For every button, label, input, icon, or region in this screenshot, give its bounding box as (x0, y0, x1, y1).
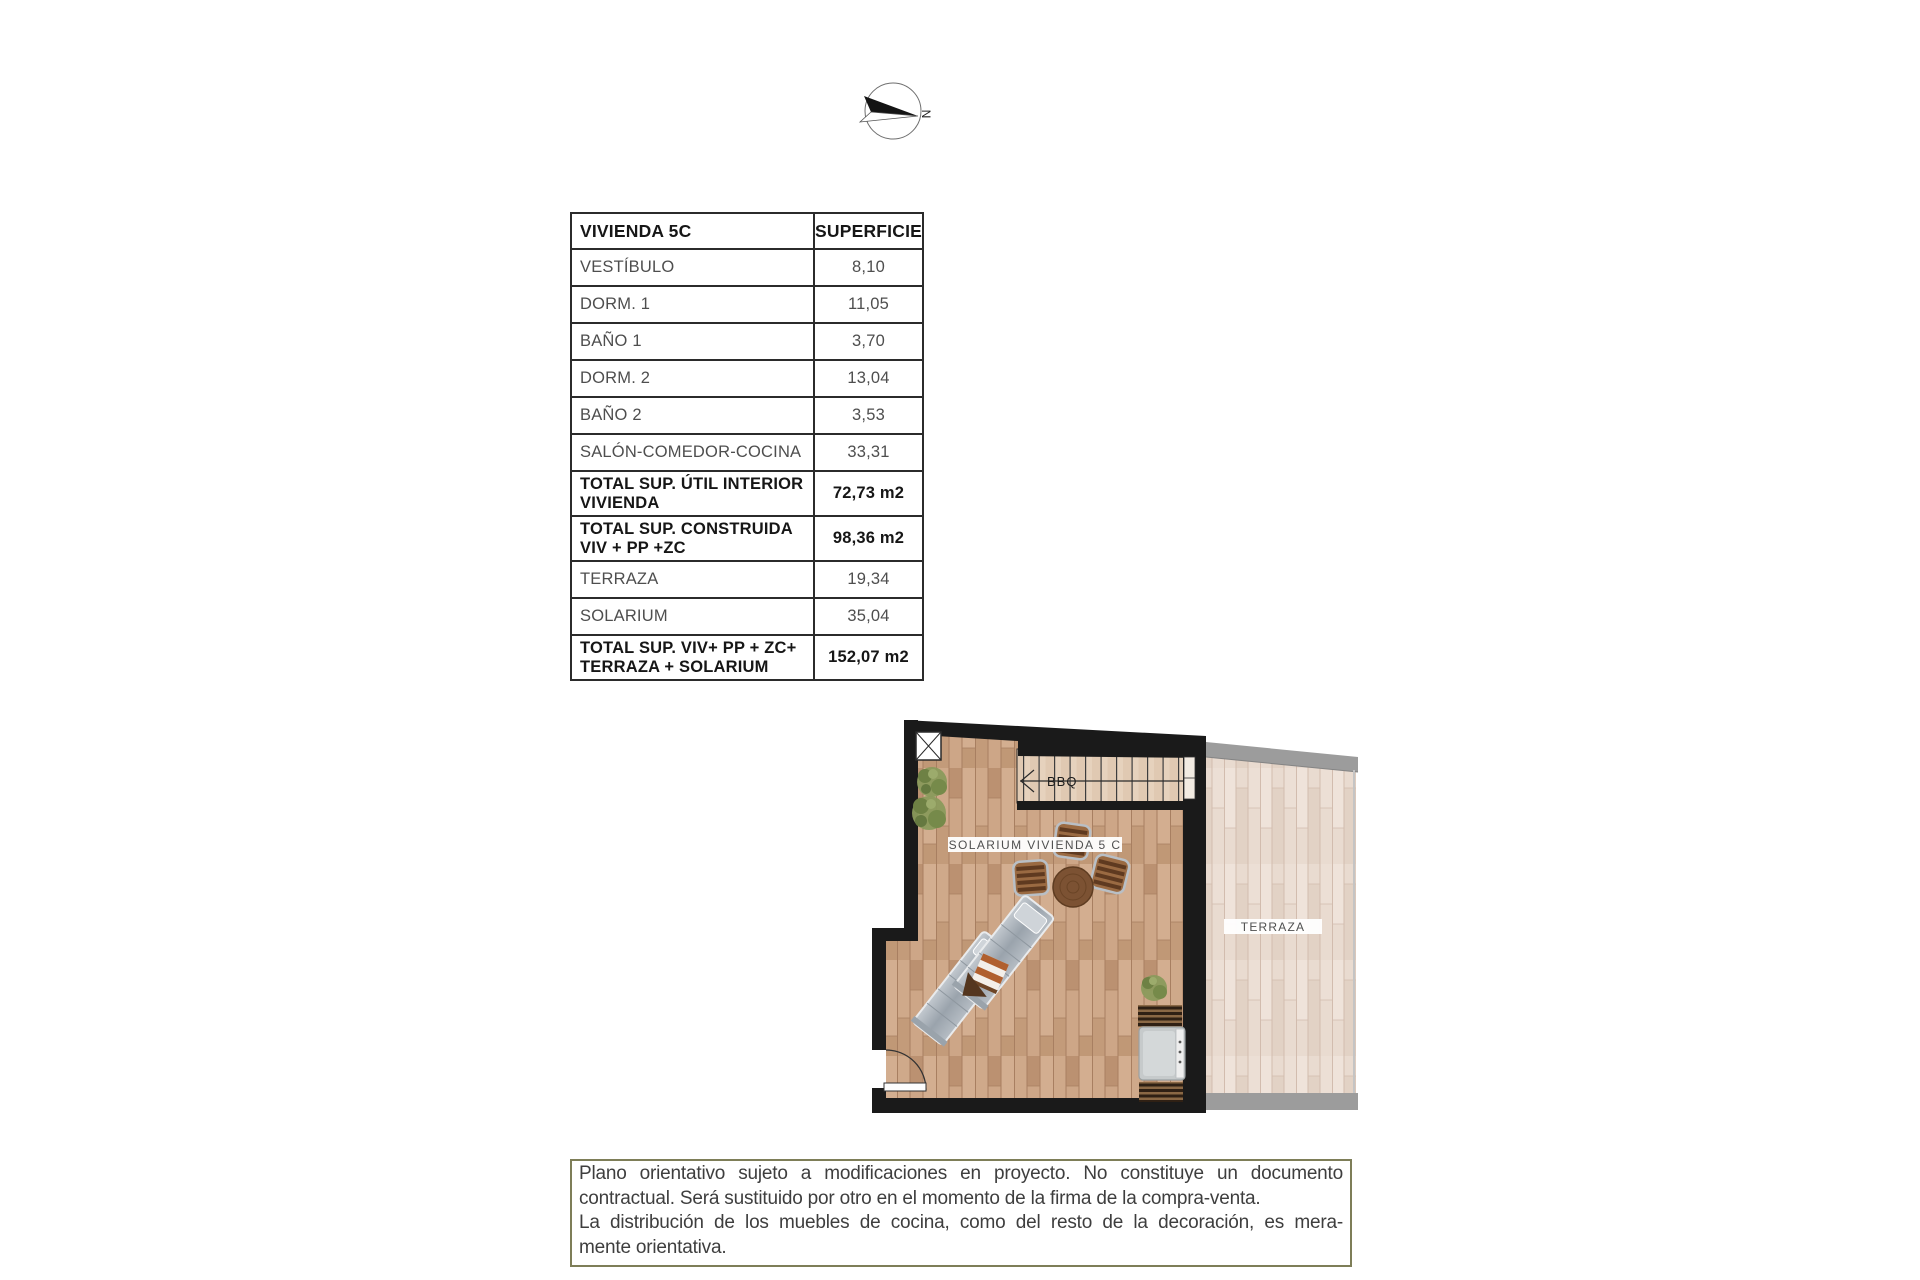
compass (850, 68, 940, 158)
area-value-cell: 11,05 (814, 286, 923, 323)
disclaimer-line: contractual. Será sustituido por otro en el momento de la firma de la compra-venta. (579, 1187, 1261, 1209)
wall-left-lower (872, 928, 886, 1050)
room-label-cell: BAÑO 1 (571, 323, 814, 360)
area-table (570, 212, 924, 681)
room-label-cell: SALÓN-COMEDOR-COCINA (571, 434, 814, 471)
mat (1139, 1082, 1183, 1102)
area-value-cell: 152,07 m2 (814, 635, 923, 680)
table-header-value: SUPERFICIE (814, 213, 923, 249)
chair (1013, 860, 1049, 896)
bbq-unit (1138, 1005, 1185, 1102)
terraza-label-text: TERRAZA (1240, 920, 1306, 934)
table-header-row (571, 213, 923, 249)
area-value-cell: 19,34 (814, 561, 923, 598)
terraza-label (1224, 919, 1322, 934)
door-leaf (884, 1083, 926, 1091)
terraza-edge-bottom (1206, 1093, 1358, 1110)
area-value-cell: 3,53 (814, 397, 923, 434)
table-row (571, 286, 923, 323)
chair (1089, 853, 1130, 894)
area-table-body (571, 249, 923, 680)
area-value-cell: 98,36 m2 (814, 516, 923, 561)
plant (917, 767, 947, 797)
area-value-cell: 33,31 (814, 434, 923, 471)
plant (1141, 975, 1167, 1001)
table-row (571, 397, 923, 434)
disclaimer-box (570, 1159, 1352, 1267)
bbq-label: BBQ (1047, 774, 1078, 789)
table-row (571, 323, 923, 360)
solarium-label-text: SOLARIUM VIVIENDA 5 C (948, 838, 1122, 852)
room-label-cell: TOTAL SUP. VIV+ PP + ZC+ TERRAZA + SOLARIUM (571, 635, 814, 680)
round-table (1053, 867, 1093, 907)
mat (1138, 1005, 1182, 1027)
area-value-cell: 13,04 (814, 360, 923, 397)
disclaimer-line: La distribución de los muebles de cocina, como del resto de la decoración, es mera- (579, 1212, 1343, 1233)
room-label-cell: VESTÍBULO (571, 249, 814, 286)
table-row (571, 360, 923, 397)
table-row (571, 635, 923, 680)
room-label-cell: DORM. 1 (571, 286, 814, 323)
room-label-cell: TOTAL SUP. CONSTRUIDA VIV + PP +ZC (571, 516, 814, 561)
area-value-cell: 8,10 (814, 249, 923, 286)
table-header-name: VIVIENDA 5C (571, 213, 814, 249)
table-row (571, 598, 923, 635)
floor-plan (855, 712, 1365, 1120)
area-value-cell: 35,04 (814, 598, 923, 635)
room-label-cell: DORM. 2 (571, 360, 814, 397)
table-row (571, 434, 923, 471)
disclaimer-text (579, 1162, 1343, 1260)
table-row (571, 249, 923, 286)
table-row (571, 516, 923, 561)
table-row (571, 471, 923, 516)
room-label-cell: SOLARIUM (571, 598, 814, 635)
area-value-cell: 72,73 m2 (814, 471, 923, 516)
table-row (571, 561, 923, 598)
stairs (1017, 749, 1189, 810)
plant (912, 796, 946, 830)
disclaimer-line: mente orientativa. (579, 1236, 727, 1258)
room-label-cell: TOTAL SUP. ÚTIL INTERIOR VIVIENDA (571, 471, 814, 516)
disclaimer-line: Plano orientativo sujeto a modificaciones en proyecto. No constituye un documento (579, 1163, 1343, 1184)
solarium-label (948, 837, 1122, 852)
room-label-cell: BAÑO 2 (571, 397, 814, 434)
under-stair-wall (1017, 801, 1184, 810)
area-value-cell: 3,70 (814, 323, 923, 360)
room-label-cell: TERRAZA (571, 561, 814, 598)
shaft-symbol (916, 732, 941, 760)
north-label: N (919, 109, 933, 119)
stair-landing (1184, 757, 1195, 799)
